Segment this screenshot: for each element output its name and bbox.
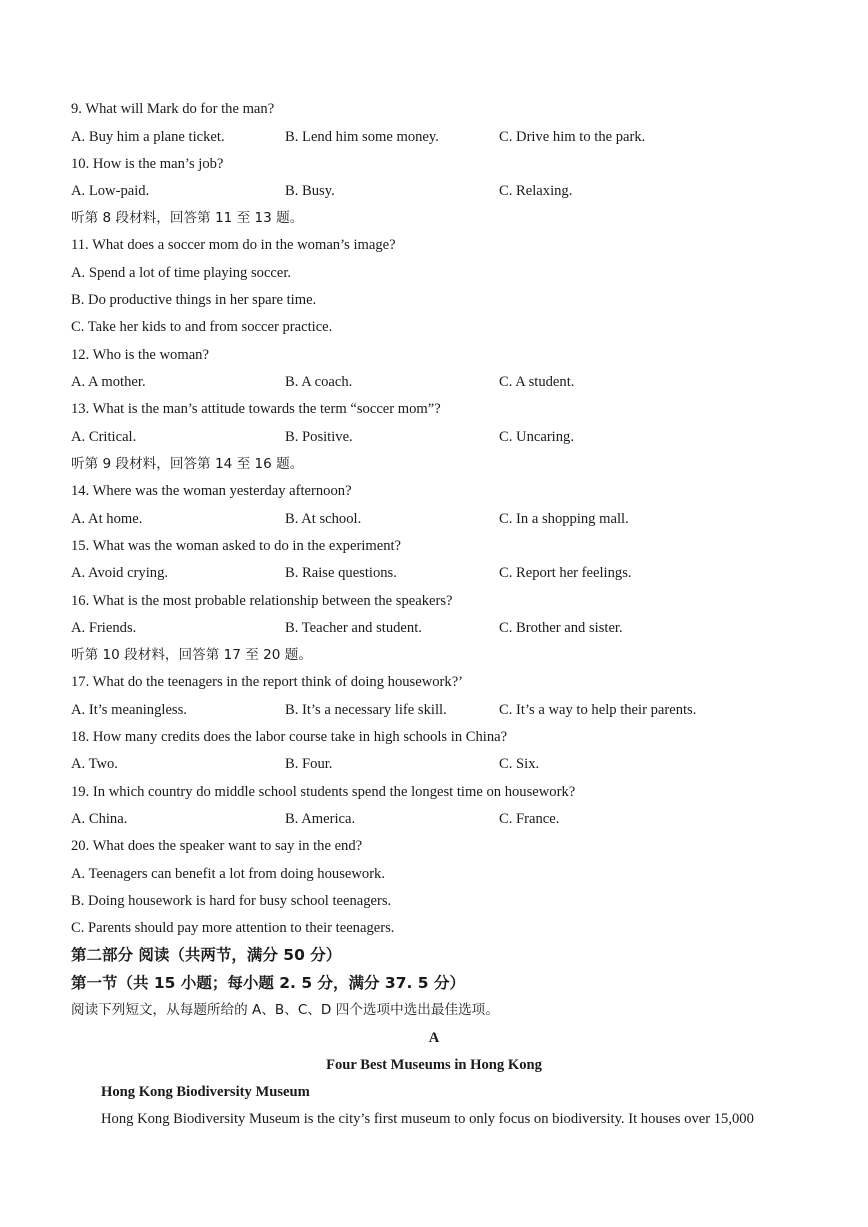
question-13-options bbox=[71, 428, 831, 446]
listening-instruction-10: 听第 10 段材料，回答第 17 至 20 题。 bbox=[71, 647, 312, 663]
q12-option-a: A. A mother. bbox=[71, 374, 146, 390]
q9-option-b: B. Lend him some money. bbox=[285, 129, 439, 145]
question-15-options bbox=[71, 564, 831, 582]
q14-option-b: B. At school. bbox=[285, 511, 362, 527]
question-14-stem: 14. Where was the woman yesterday afternoon? bbox=[71, 483, 352, 499]
question-12-options bbox=[71, 373, 831, 391]
q11-option-b: B. Do productive things in her spare time. bbox=[71, 292, 317, 308]
listening-instruction-8: 听第 8 段材料，回答第 11 至 13 题。 bbox=[71, 210, 304, 226]
question-16-options bbox=[71, 619, 831, 637]
question-9-stem: 9. What will Mark do for the man? bbox=[71, 101, 275, 117]
question-18-stem: 18. How many credits does the labor course take in high schools in China? bbox=[71, 729, 508, 745]
question-17-options bbox=[71, 701, 831, 719]
question-18-options bbox=[71, 755, 831, 773]
q16-option-a: A. Friends. bbox=[71, 620, 137, 636]
part-two-heading: 第二部分 阅读（共两节，满分 50 分） bbox=[71, 946, 342, 964]
passage-letter: A bbox=[428, 1030, 440, 1046]
q12-option-b: B. A coach. bbox=[285, 374, 353, 390]
question-16-stem: 16. What is the most probable relationship between the speakers? bbox=[71, 593, 453, 609]
q14-option-a: A. At home. bbox=[71, 511, 143, 527]
question-11-stem: 11. What does a soccer mom do in the woman’s image? bbox=[71, 237, 396, 253]
q17-option-a: A. It’s meaningless. bbox=[71, 702, 187, 718]
question-19-stem: 19. In which country do middle school students spend the longest time on housework? bbox=[71, 784, 576, 800]
q13-option-b: B. Positive. bbox=[285, 429, 353, 445]
listening-instruction-9: 听第 9 段材料，回答第 14 至 16 题。 bbox=[71, 456, 304, 472]
q15-option-a: A. Avoid crying. bbox=[71, 565, 169, 581]
question-10-options bbox=[71, 182, 831, 200]
question-9-options bbox=[71, 128, 831, 146]
q10-option-c: C. Relaxing. bbox=[499, 183, 573, 199]
question-17-stem: 17. What do the teenagers in the report think of doing housework?’ bbox=[71, 674, 464, 690]
q10-option-b: B. Busy. bbox=[285, 183, 335, 199]
section-one-heading: 第一节（共 15 小题；每小题 2. 5 分，满分 37. 5 分） bbox=[71, 974, 465, 992]
passage-title: Four Best Museums in Hong Kong bbox=[326, 1057, 542, 1073]
q19-option-a: A. China. bbox=[71, 811, 128, 827]
q20-option-a: A. Teenagers can benefit a lot from doing housework. bbox=[71, 866, 386, 882]
passage-subtitle: Hong Kong Biodiversity Museum bbox=[101, 1084, 310, 1100]
q17-option-c: C. It’s a way to help their parents. bbox=[499, 702, 697, 718]
question-10-stem: 10. How is the man’s job? bbox=[71, 156, 224, 172]
reading-instruction: 阅读下列短文，从每题所给的 A、B、C、D 四个选项中选出最佳选项。 bbox=[71, 1002, 499, 1018]
question-13-stem: 13. What is the man’s attitude towards the term “soccer mom”? bbox=[71, 401, 441, 417]
q15-option-c: C. Report her feelings. bbox=[499, 565, 632, 581]
q9-option-c: C. Drive him to the park. bbox=[499, 129, 646, 145]
q20-option-c: C. Parents should pay more attention to their teenagers. bbox=[71, 920, 395, 936]
q15-option-b: B. Raise questions. bbox=[285, 565, 397, 581]
q19-option-c: C. France. bbox=[499, 811, 560, 827]
question-19-options bbox=[71, 810, 831, 828]
q16-option-b: B. Teacher and student. bbox=[285, 620, 422, 636]
question-15-stem: 15. What was the woman asked to do in the experiment? bbox=[71, 538, 402, 554]
question-12-stem: 12. Who is the woman? bbox=[71, 347, 209, 363]
question-20-stem: 20. What does the speaker want to say in the end? bbox=[71, 838, 363, 854]
q11-option-a: A. Spend a lot of time playing soccer. bbox=[71, 265, 292, 281]
q13-option-c: C. Uncaring. bbox=[499, 429, 574, 445]
q16-option-c: C. Brother and sister. bbox=[499, 620, 623, 636]
q19-option-b: B. America. bbox=[285, 811, 356, 827]
q13-option-a: A. Critical. bbox=[71, 429, 137, 445]
q10-option-a: A. Low-paid. bbox=[71, 183, 150, 199]
q20-option-b: B. Doing housework is hard for busy school teenagers. bbox=[71, 893, 392, 909]
q11-option-c: C. Take her kids to and from soccer practice. bbox=[71, 319, 333, 335]
q17-option-b: B. It’s a necessary life skill. bbox=[285, 702, 447, 718]
q18-option-b: B. Four. bbox=[285, 756, 333, 772]
question-14-options bbox=[71, 510, 831, 528]
q12-option-c: C. A student. bbox=[499, 374, 575, 390]
q18-option-c: C. Six. bbox=[499, 756, 540, 772]
q14-option-c: C. In a shopping mall. bbox=[499, 511, 629, 527]
passage-first-line: Hong Kong Biodiversity Museum is the city’s first museum to only focus on biodiversity. It houses over 15,000 bbox=[101, 1111, 754, 1127]
q18-option-a: A. Two. bbox=[71, 756, 118, 772]
q9-option-a: A. Buy him a plane ticket. bbox=[71, 129, 225, 145]
